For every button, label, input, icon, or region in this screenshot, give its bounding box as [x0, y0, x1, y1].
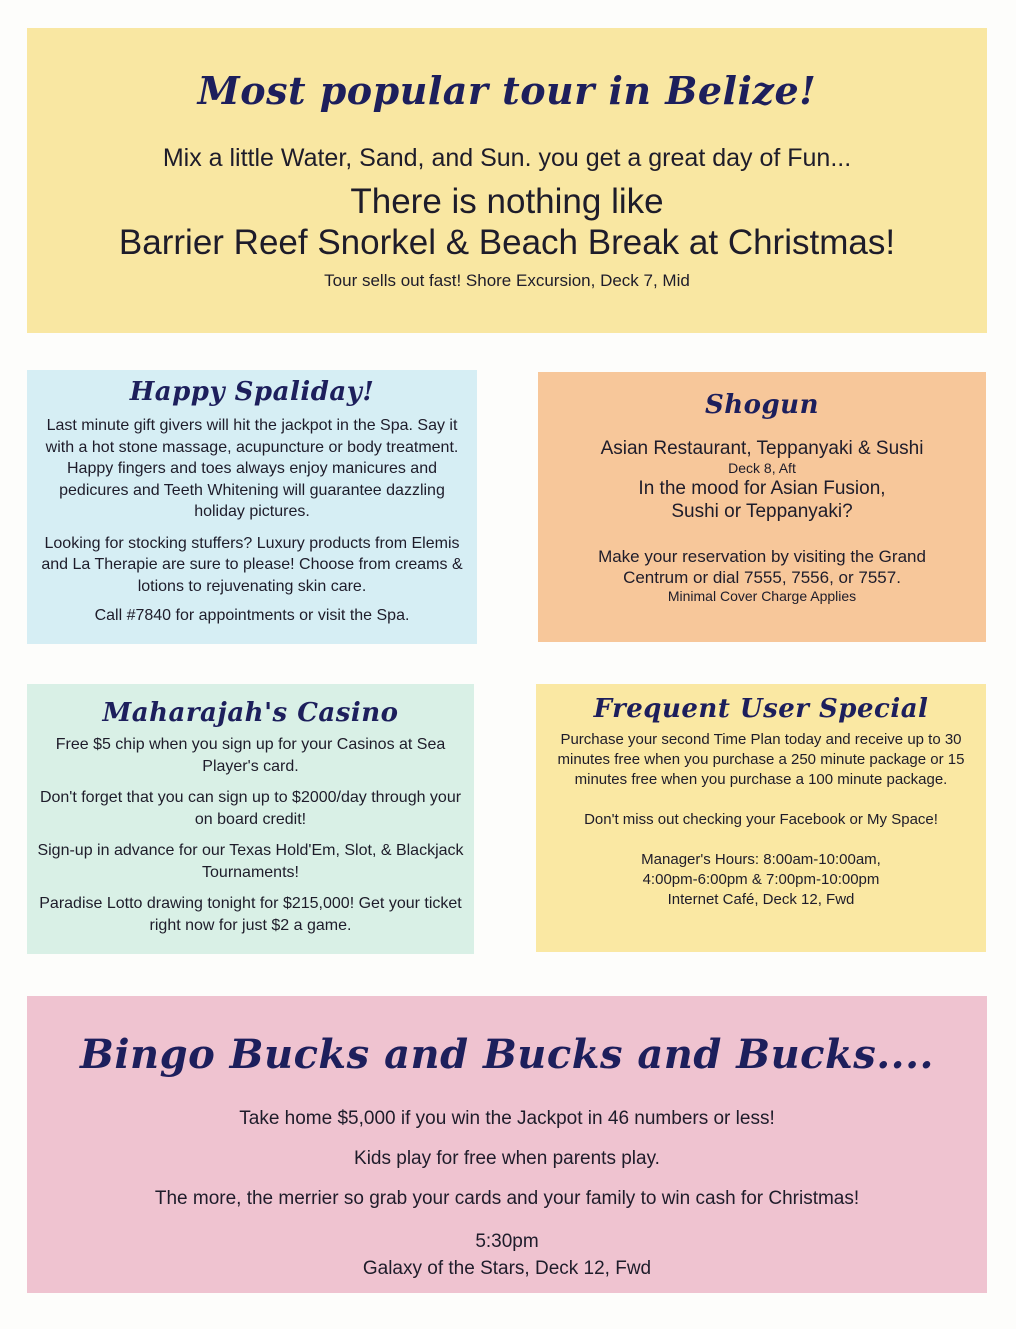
casino-paragraph-4: Paradise Lotto drawing tonight for $215,000! Get your ticket right now for just $2 a game.	[39, 895, 462, 934]
frequent-hours-2: 4:00pm-6:00pm & 7:00pm-10:00pm	[642, 871, 880, 888]
shogun-line-4: Sushi or Teppanyaki?	[671, 501, 853, 522]
bingo-line-3: The more, the merrier so grab your cards and your family to win cash for Christmas!	[154, 1188, 860, 1209]
shogun-line-6: Centrum or dial 7555, 7556, or 7557.	[623, 568, 901, 587]
spa-paragraph-2: Looking for stocking stuffers? Luxury products from Elemis and La Therapie are sure to please! Choose from creams & lotions to rejuvenating skin care.	[41, 534, 463, 595]
spa-title: Happy Spaliday!	[129, 377, 375, 407]
belize-subtitle: Mix a little Water, Sand, and Sun. you get a great day of Fun...	[162, 144, 852, 172]
frequent-paragraph-1: Purchase your second Time Plan today and receive up to 30 minutes free when you purchase a 250 minute package or 15 minutes free when you purchase a 100 minute package.	[557, 731, 965, 788]
spa-paragraph-1: Last minute gift givers will hit the jackpot in the Spa. Say it with a hot stone massage, acupuncture or body treatment. Happy fingers and toes always enjoy manicures and pedicures and Teeth Whitening will guarantee dazzling holiday pictures.	[45, 417, 459, 520]
shogun-line-5: Make your reservation by visiting the Grand	[598, 547, 926, 566]
frequent-user-panel	[536, 684, 986, 952]
bingo-line-1: Take home $5,000 if you win the Jackpot in 46 numbers or less!	[239, 1108, 775, 1129]
shogun-title: Shogun	[704, 390, 819, 420]
casino-panel	[27, 684, 474, 954]
shogun-line-3: In the mood for Asian Fusion,	[638, 478, 886, 499]
shogun-panel	[538, 372, 986, 642]
spa-panel	[27, 370, 477, 644]
belize-tour-panel	[27, 28, 987, 333]
bingo-panel	[27, 996, 987, 1293]
frequent-location: Internet Café, Deck 12, Fwd	[667, 891, 855, 908]
belize-headline-line1: There is nothing like	[350, 182, 664, 221]
frequent-paragraph-2: Don't miss out checking your Facebook or My Space!	[584, 811, 938, 828]
spa-paragraph-3: Call #7840 for appointments or visit the Spa.	[94, 607, 410, 624]
bingo-location: Galaxy of the Stars, Deck 12, Fwd	[362, 1258, 652, 1279]
bingo-time: 5:30pm	[475, 1231, 539, 1252]
casino-paragraph-3: Sign-up in advance for our Texas Hold'Em, Slot, & Blackjack Tournaments!	[37, 842, 464, 881]
shogun-line-2: Deck 8, Aft	[728, 460, 796, 476]
frequent-title: Frequent User Special	[593, 694, 929, 724]
belize-headline-line2: Barrier Reef Snorkel & Beach Break at Christmas!	[118, 223, 896, 262]
belize-title: Most popular tour in Belize!	[197, 68, 817, 113]
casino-paragraph-2: Don't forget that you can sign up to $2000/day through your on board credit!	[39, 789, 462, 828]
casino-paragraph-1: Free $5 chip when you sign up for your Casinos at Sea Player's card.	[55, 736, 446, 775]
bingo-line-2: Kids play for free when parents play.	[354, 1148, 660, 1169]
bingo-title: Bingo Bucks and Bucks and Bucks....	[80, 1031, 934, 1078]
frequent-hours-1: Manager's Hours: 8:00am-10:00am,	[641, 851, 881, 868]
shogun-line-1: Asian Restaurant, Teppanyaki & Sushi	[600, 438, 924, 459]
belize-note: Tour sells out fast! Shore Excursion, Deck 7, Mid	[324, 271, 690, 290]
casino-title: Maharajah's Casino	[102, 698, 399, 728]
shogun-line-7: Minimal Cover Charge Applies	[667, 588, 857, 604]
